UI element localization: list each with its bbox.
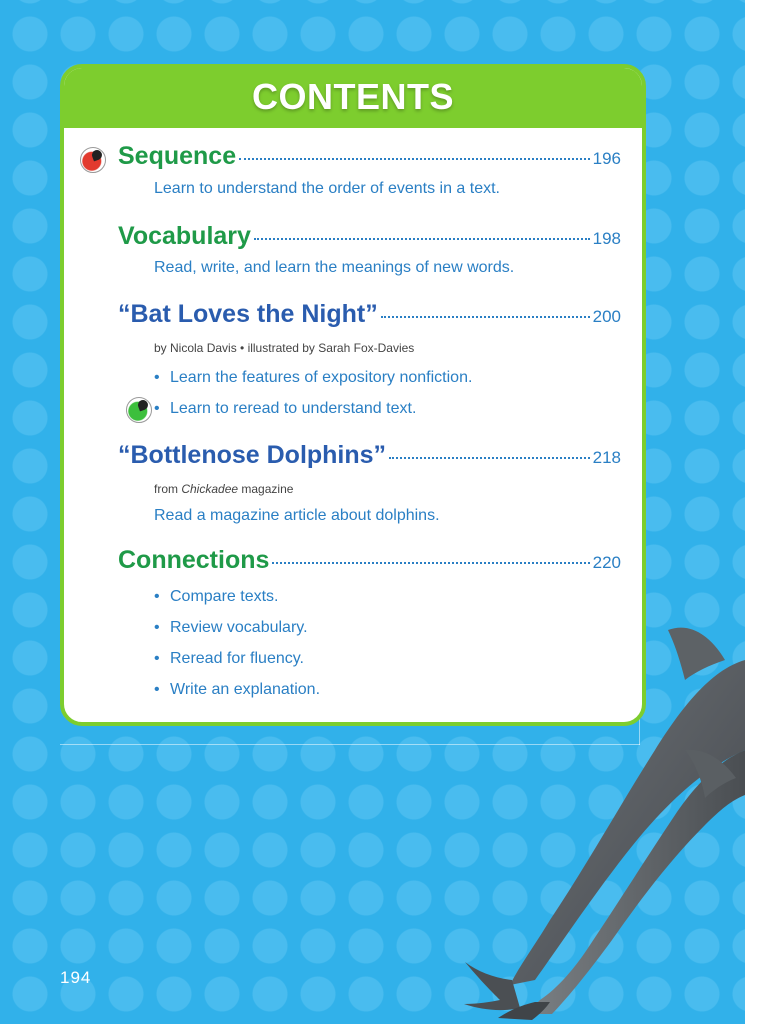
bullet-text: Learn the features of expository nonfiction. xyxy=(170,369,473,386)
toc-entry-sequence[interactable] xyxy=(118,142,621,176)
bullet-item xyxy=(154,400,416,418)
entry-description: Read a magazine article about dolphins. xyxy=(154,507,440,524)
leader-dots xyxy=(239,158,590,160)
bullet-symbol: • xyxy=(154,681,160,698)
contents-header xyxy=(64,68,642,128)
entry-description: Learn to understand the order of events in a text. xyxy=(154,180,500,197)
toc-entry-vocabulary[interactable] xyxy=(118,222,621,256)
entry-page-number: 220 xyxy=(592,553,621,572)
bullet-text: Compare texts. xyxy=(170,588,279,605)
dolphin-photo xyxy=(440,600,745,1024)
leader-dots xyxy=(389,457,590,459)
entry-description: Read, write, and learn the meanings of new words. xyxy=(154,259,515,276)
entry-title: “Bat Loves the Night” xyxy=(118,300,378,328)
bullet-text: Review vocabulary. xyxy=(170,619,308,636)
bullet-symbol: • xyxy=(154,650,160,667)
bullet-text: Reread for fluency. xyxy=(170,650,304,667)
page-margin xyxy=(745,0,768,1024)
bullet-item xyxy=(154,619,308,637)
bullet-text: Learn to reread to understand text. xyxy=(170,400,417,417)
toc-entry-connections[interactable] xyxy=(118,546,621,580)
target-skill-bird-icon xyxy=(80,147,106,173)
bullet-symbol: • xyxy=(154,588,160,605)
entry-title: “Bottlenose Dolphins” xyxy=(118,441,387,469)
leader-dots xyxy=(381,316,590,318)
toc-entry-bottlenose-dolphins[interactable] xyxy=(118,441,621,475)
target-strategy-bird-icon xyxy=(126,397,152,423)
entry-page-number: 196 xyxy=(592,149,621,168)
toc-entry-bat-loves-the-night[interactable] xyxy=(118,300,621,334)
bullet-item xyxy=(154,650,304,668)
bullet-item xyxy=(154,681,320,699)
entry-title: Connections xyxy=(118,546,270,574)
leader-dots xyxy=(272,562,589,564)
entry-page-number: 198 xyxy=(592,229,621,248)
bullet-item xyxy=(154,369,472,387)
entry-byline: by Nicola Davis • illustrated by Sarah Fox-Davies xyxy=(154,341,415,355)
entry-title: Vocabulary xyxy=(118,222,251,250)
bullet-item xyxy=(154,588,278,606)
bullet-text: Write an explanation. xyxy=(170,681,321,698)
leader-dots xyxy=(254,238,590,240)
bullet-symbol: • xyxy=(154,400,160,417)
entry-page-number: 218 xyxy=(592,448,621,467)
entry-title: Sequence xyxy=(118,142,237,170)
entry-byline: from Chickadee magazine xyxy=(154,482,294,496)
page-title: CONTENTS xyxy=(252,76,454,117)
page-number: 194 xyxy=(60,968,92,987)
entry-page-number: 200 xyxy=(592,307,621,326)
bullet-symbol: • xyxy=(154,369,160,386)
bullet-symbol: • xyxy=(154,619,160,636)
